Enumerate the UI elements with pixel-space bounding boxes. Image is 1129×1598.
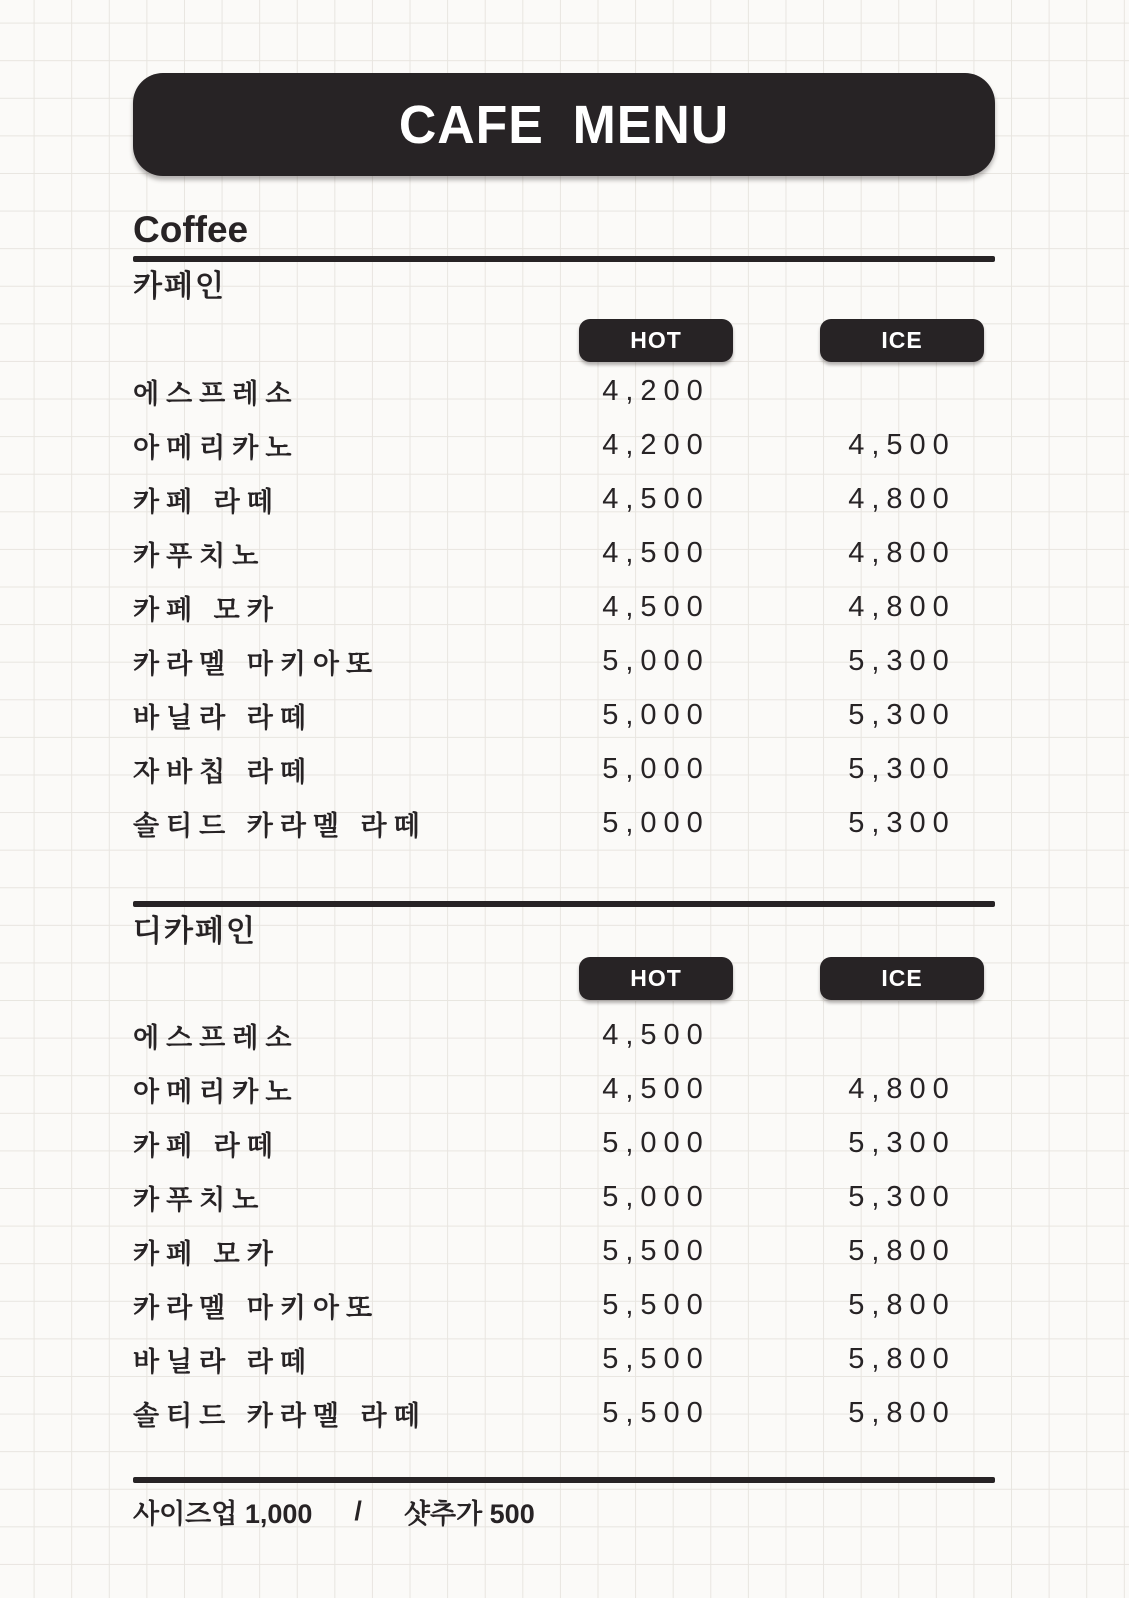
menu-item-row xyxy=(133,472,995,526)
item-price-ice: 5,300 xyxy=(848,698,956,731)
menu-item-row xyxy=(133,1116,995,1170)
item-price-ice: 5,300 xyxy=(848,1180,956,1213)
item-name: 바닐라 라떼 xyxy=(133,1346,313,1377)
menu-items-caffeine xyxy=(133,364,995,850)
item-name: 카페 모카 xyxy=(133,594,280,625)
item-price-hot: 5,000 xyxy=(602,806,710,839)
menu-item-row xyxy=(133,1008,995,1062)
item-name: 카라멜 마키아또 xyxy=(133,1292,380,1323)
item-name: 카푸치노 xyxy=(133,1184,266,1215)
item-price-ice: 5,800 xyxy=(848,1288,956,1321)
item-price-ice: 5,800 xyxy=(848,1234,956,1267)
menu-item-row xyxy=(133,364,995,418)
ice-column-badge: ICE xyxy=(820,319,984,362)
item-price-hot: 5,500 xyxy=(602,1234,710,1267)
item-price-hot: 4,200 xyxy=(602,428,710,461)
item-price-ice: 5,300 xyxy=(848,806,956,839)
menu-items-decaf xyxy=(133,1008,995,1440)
menu-item-row xyxy=(133,1332,995,1386)
item-price-ice: 4,500 xyxy=(848,428,956,461)
ice-column-badge: ICE xyxy=(820,957,984,1000)
menu-title: CAFE MENU xyxy=(398,94,730,155)
menu-item-row xyxy=(133,634,995,688)
menu-item-row xyxy=(133,1278,995,1332)
menu-title-banner xyxy=(133,73,995,176)
item-name: 솔티드 카라멜 라떼 xyxy=(133,1400,427,1431)
footer-separator: / xyxy=(354,1496,362,1526)
item-name: 카페 모카 xyxy=(133,1238,280,1269)
item-price-ice: 4,800 xyxy=(848,536,956,569)
item-price-ice: 5,800 xyxy=(848,1396,956,1429)
item-price-hot: 4,200 xyxy=(602,374,710,407)
item-name: 카페 라떼 xyxy=(133,486,280,517)
menu-sheet xyxy=(133,0,995,1531)
menu-item-row xyxy=(133,1062,995,1116)
divider-top xyxy=(133,256,995,262)
item-name: 카푸치노 xyxy=(133,540,266,571)
item-name: 자바칩 라떼 xyxy=(133,756,313,787)
item-name: 아메리카노 xyxy=(133,432,299,463)
item-price-ice: 4,800 xyxy=(848,590,956,623)
column-header-row xyxy=(133,319,995,362)
item-price-hot: 5,000 xyxy=(602,644,710,677)
menu-item-row xyxy=(133,688,995,742)
menu-item-row xyxy=(133,580,995,634)
item-name: 카라멜 마키아또 xyxy=(133,648,380,679)
divider-middle xyxy=(133,901,995,907)
menu-item-row xyxy=(133,526,995,580)
item-price-hot: 4,500 xyxy=(602,590,710,623)
item-price-ice: 5,300 xyxy=(848,1126,956,1159)
menu-item-row xyxy=(133,418,995,472)
item-price-hot: 4,500 xyxy=(602,536,710,569)
item-name: 에스프레소 xyxy=(133,378,299,409)
item-name: 카페 라떼 xyxy=(133,1130,280,1161)
item-price-hot: 5,500 xyxy=(602,1288,710,1321)
menu-item-row xyxy=(133,742,995,796)
item-price-ice: 4,800 xyxy=(848,482,956,515)
hot-column-badge: HOT xyxy=(579,319,733,362)
item-price-hot: 4,500 xyxy=(602,1072,710,1105)
footer-note xyxy=(133,1492,995,1531)
size-up-note: 사이즈업 1,000 xyxy=(133,1499,313,1529)
item-name: 솔티드 카라멜 라떼 xyxy=(133,810,427,841)
item-price-ice: 5,300 xyxy=(848,644,956,677)
menu-item-row xyxy=(133,1224,995,1278)
item-price-hot: 4,500 xyxy=(602,482,710,515)
item-name: 바닐라 라떼 xyxy=(133,702,313,733)
item-price-hot: 5,500 xyxy=(602,1342,710,1375)
menu-item-row xyxy=(133,1386,995,1440)
category-title: Coffee xyxy=(133,209,249,250)
item-price-ice: 5,800 xyxy=(848,1342,956,1375)
column-header-row xyxy=(133,957,995,1000)
section-title-decaf: 디카페인 xyxy=(133,915,257,948)
hot-column-badge: HOT xyxy=(579,957,733,1000)
item-price-hot: 4,500 xyxy=(602,1018,710,1051)
extra-shot-note: 샷추가 500 xyxy=(403,1499,535,1529)
item-price-hot: 5,500 xyxy=(602,1396,710,1429)
item-name: 아메리카노 xyxy=(133,1076,299,1107)
item-price-hot: 5,000 xyxy=(602,1180,710,1213)
section-title-caffeine: 카페인 xyxy=(133,270,226,303)
item-name: 에스프레소 xyxy=(133,1022,299,1053)
menu-item-row xyxy=(133,796,995,850)
item-price-hot: 5,000 xyxy=(602,752,710,785)
divider-bottom xyxy=(133,1477,995,1483)
menu-item-row xyxy=(133,1170,995,1224)
item-price-ice: 5,300 xyxy=(848,752,956,785)
item-price-hot: 5,000 xyxy=(602,1126,710,1159)
item-price-hot: 5,000 xyxy=(602,698,710,731)
item-price-ice: 4,800 xyxy=(848,1072,956,1105)
